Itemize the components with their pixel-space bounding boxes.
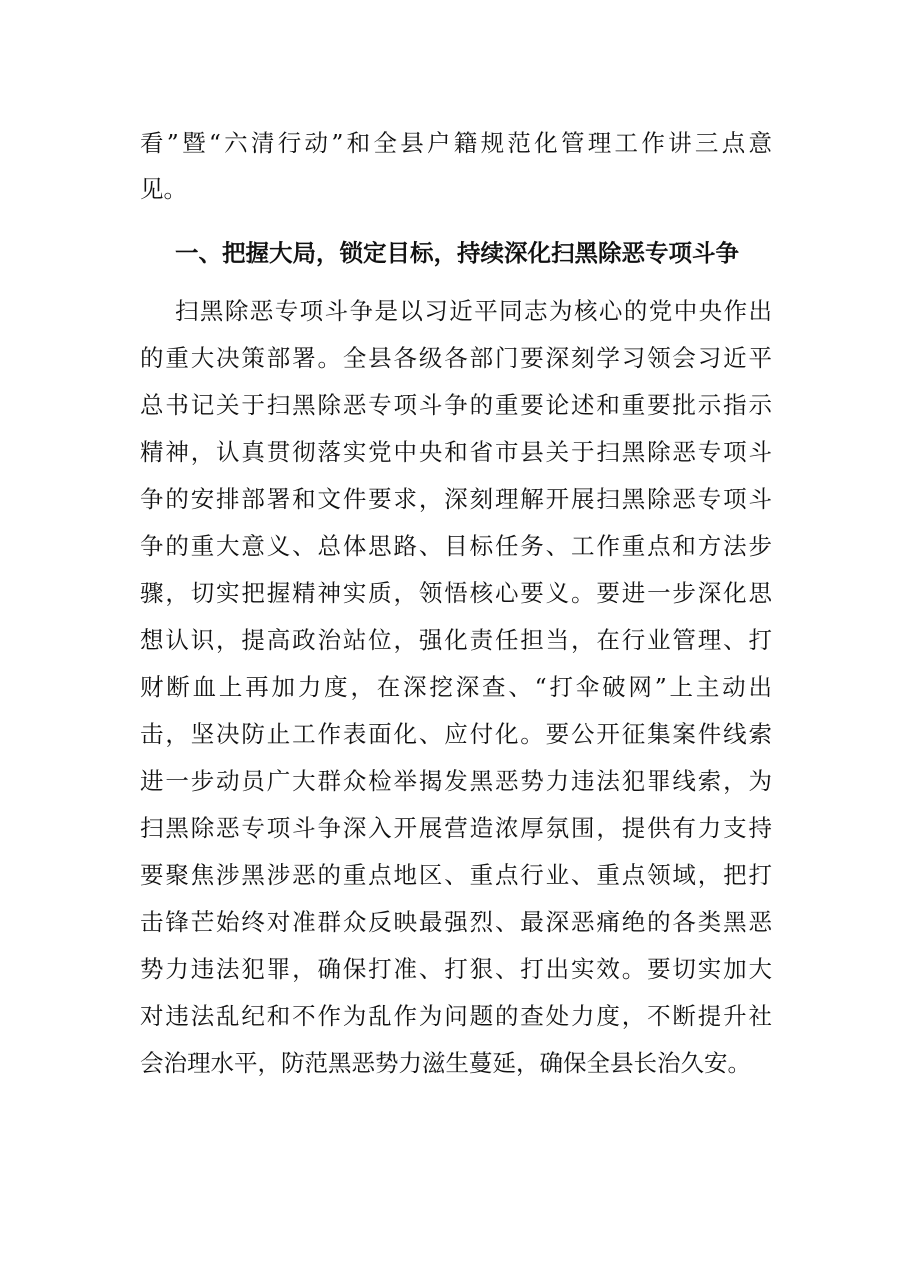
body-line-15: 势力违法犯罪，确保打准、打狠、打出实效。要切实加大 [140,955,772,983]
body-line-2: 的重大决策部署。全县各级各部门要深刻学习领会习近平 [140,344,772,372]
body-line-3: 总书记关于扫黑除恶专项斗争的重要论述和重要批示指示 [140,391,772,419]
body-line-14: 击锋芒始终对准群众反映最强烈、最深恶痛绝的各类黑恶 [140,908,772,936]
body-line-16: 对违法乱纪和不作为乱作为问题的查处力度，不断提升社 [140,1002,772,1030]
body-line-9: 财断血上再加力度，在深挖深查、“打伞破网”上主动出 [140,673,772,701]
body-line-8: 想认识，提高政治站位，强化责任担当，在行业管理、打 [140,626,772,654]
body-line-5: 争的安排部署和文件要求，深刻理解开展扫黑除恶专项斗 [140,485,772,513]
section-heading: 一、把握大局，锁定目标，持续深化扫黑除恶专项斗争 [175,239,739,267]
body-line-13: 要聚焦涉黑涉恶的重点地区、重点行业、重点领域，把打 [140,861,772,889]
body-line-4: 精神，认真贯彻落实党中央和省市县关于扫黑除恶专项斗 [140,438,772,466]
body-line-12: 扫黑除恶专项斗争深入开展营造浓厚氛围，提供有力支持 [140,814,772,842]
body-line-11: 进一步动员广大群众检举揭发黑恶势力违法犯罪线索，为 [140,767,772,795]
intro-line-1: 看”暨“六清行动”和全县户籍规范化管理工作讲三点意 [140,129,772,157]
intro-line-2: 见。 [140,175,187,203]
body-line-7: 骤，切实把握精神实质，领悟核心要义。要进一步深化思 [140,579,772,607]
body-line-17: 会治理水平，防范黑恶势力滋生蔓延，确保全县长治久安。 [140,1049,751,1077]
body-line-1: 扫黑除恶专项斗争是以习近平同志为核心的党中央作出 [175,297,772,325]
body-line-10: 击，坚决防止工作表面化、应付化。要公开征集案件线索 [140,720,772,748]
body-line-6: 争的重大意义、总体思路、目标任务、工作重点和方法步 [140,532,772,560]
